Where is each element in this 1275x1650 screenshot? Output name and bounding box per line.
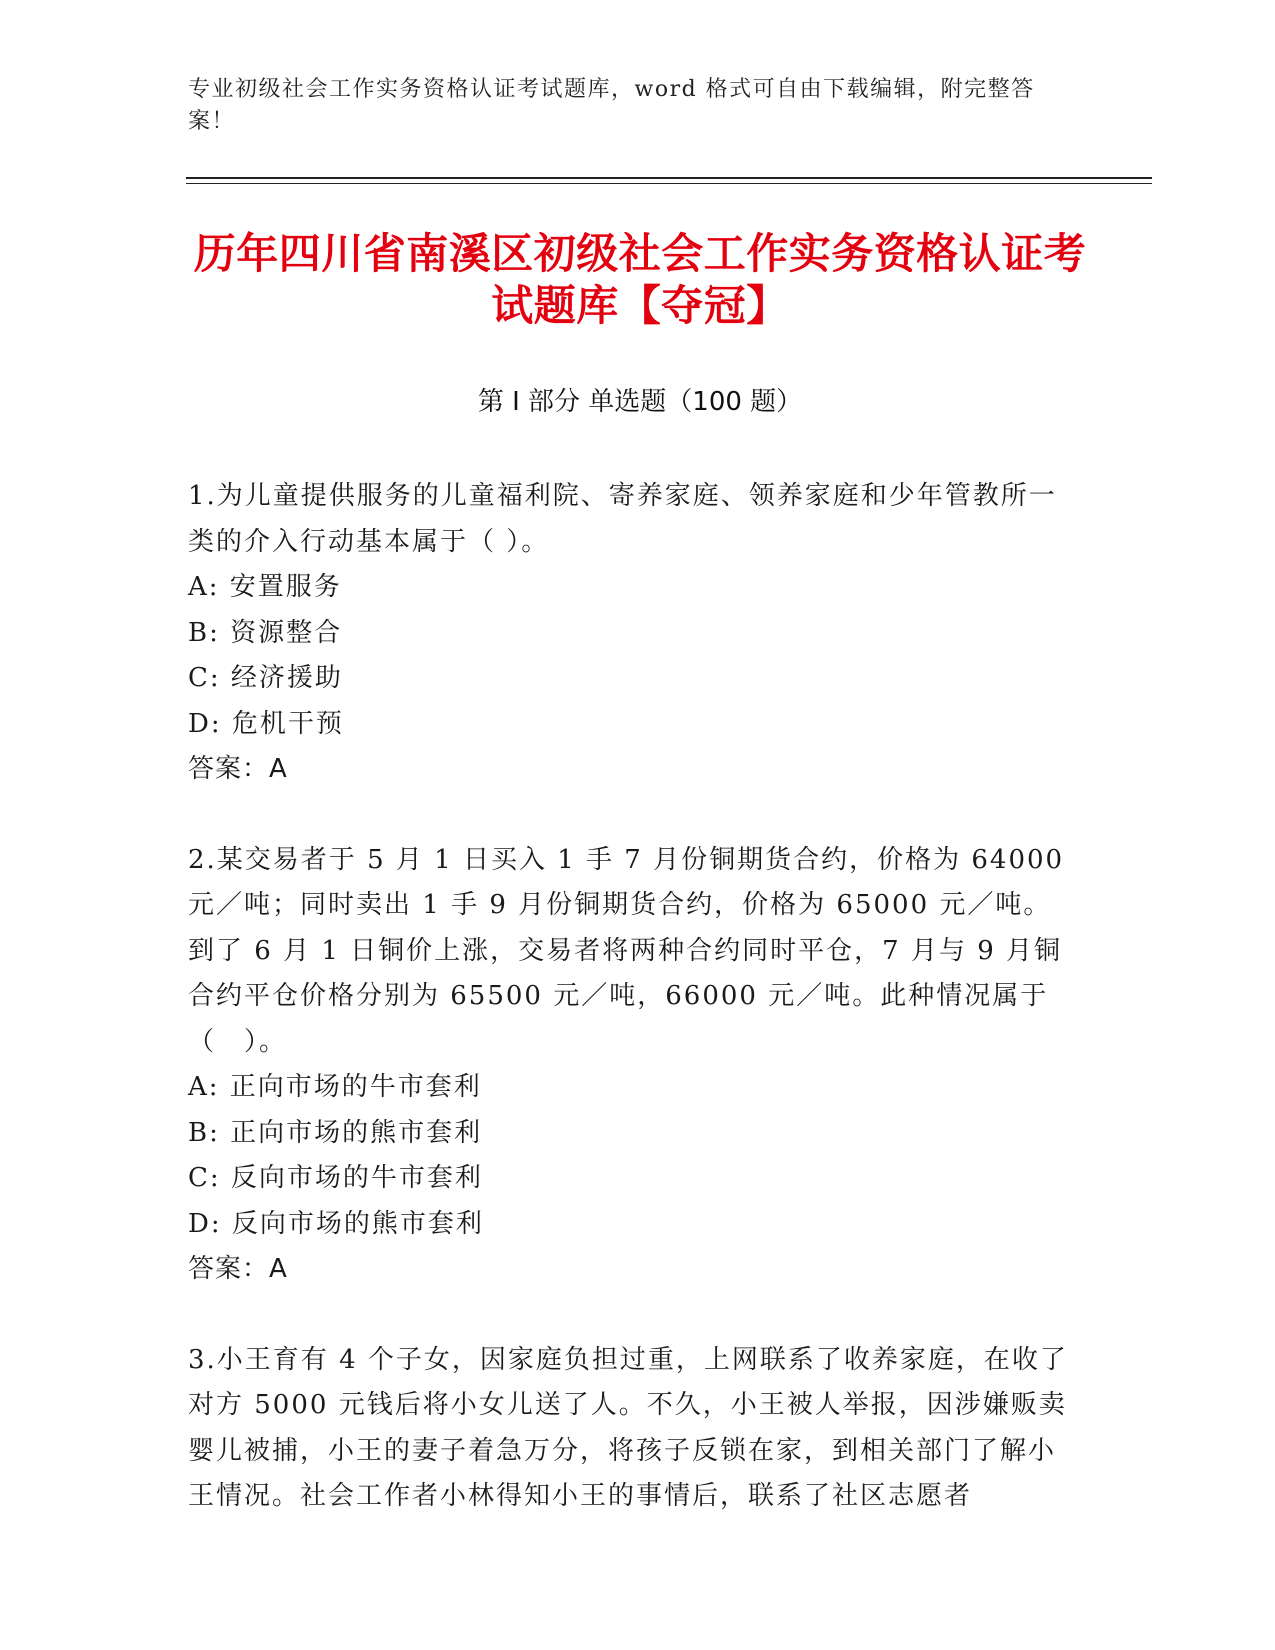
document-title: 历年四川省南溪区初级社会工作实务资格认证考试题库【夺冠】 <box>193 229 1087 330</box>
header-note: 专业初级社会工作实务资格认证考试题库，word 格式可自由下载编辑，附完整答案！ <box>188 77 1035 134</box>
answer-line: 答案：A <box>188 1254 288 1284</box>
question-stem: 3.小王育有 4 个子女，因家庭负担过重，上网联系了收养家庭，在收了对方 5000 元钱后将小女儿送了人。不久，小王被人举报，因涉嫌贩卖婴儿被捕，小王的妻子着急万分，将孩子反锁在家，到相关部门了解小王情况。社会工作者小林得知小王的事情后，联系了社区志愿者 <box>188 1344 1068 1511</box>
header-divider-thin <box>186 183 1152 184</box>
option-b: B: 资源整合 <box>188 617 343 648</box>
option-a: A: 安置服务 <box>188 572 342 602</box>
option-b: B: 正向市场的熊市套利 <box>188 1117 483 1148</box>
section-title: 第 I 部分 单选题（100 题） <box>477 387 803 417</box>
question-list <box>188 474 1078 1565</box>
option-d: D: 危机干预 <box>188 708 344 739</box>
question-2 <box>188 838 1078 1293</box>
option-a: A: 正向市场的牛市套利 <box>188 1072 482 1102</box>
answer-line: 答案：A <box>188 754 288 784</box>
question-stem: 1.为儿童提供服务的儿童福利院、寄养家庭、领养家庭和少年管教所一类的介入行动基本属于（ ）。 <box>188 481 1057 557</box>
question-1 <box>188 474 1078 793</box>
option-c: C: 反向市场的牛市套利 <box>188 1163 483 1193</box>
question-3 <box>188 1338 1078 1520</box>
question-stem: 2.某交易者于 5 月 1 日买入 1 手 7 月份铜期货合约，价格为 64000 元／吨；同时卖出 1 手 9 月份铜期货合约，价格为 65000 元／吨。到了 6 月 1 日铜价上涨，交易者将两种合约同时平仓，7 月与 9 月铜合约平仓价格分别为 65500 元／吨，66000 元／吨。此种情况属于（ ）。 <box>188 844 1065 1057</box>
option-d: D: 反向市场的熊市套利 <box>188 1208 484 1239</box>
header-divider-thick <box>186 177 1152 179</box>
option-c: C: 经济援助 <box>188 663 343 693</box>
